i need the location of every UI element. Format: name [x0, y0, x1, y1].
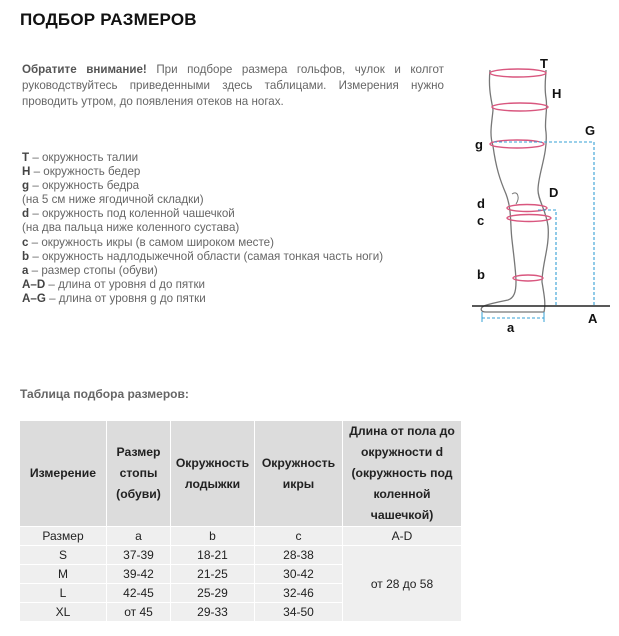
label-d: d	[477, 196, 485, 211]
label-a: a	[507, 320, 515, 335]
table-cell: b	[171, 527, 255, 546]
legend-line: A–D – длина от уровня d до пятки	[22, 277, 206, 291]
table-subheader-row	[20, 527, 462, 546]
table-cell: c	[255, 527, 343, 546]
label-T: T	[540, 56, 548, 71]
merged-length-cell: от 28 до 58	[343, 546, 462, 622]
notice-bold: Обратите внимание!	[22, 63, 147, 76]
header-calf: Окружность икры	[255, 421, 343, 527]
legend-line: a – размер стопы (обуви)	[22, 263, 158, 277]
knee-detail	[512, 193, 518, 204]
table-cell: 34-50	[255, 603, 343, 622]
dim-line-D	[538, 210, 556, 306]
notice-text: При подборе размера гольфов, чулок и колгот руководствуйтесь приведенными здесь таблицами. Измерения нужно проводить утром, до появления отеков на ногах.	[22, 63, 444, 108]
table-cell: 37-39	[107, 546, 171, 565]
ring-T	[490, 69, 546, 77]
table-title: Таблица подбора размеров:	[20, 387, 189, 401]
ring-g	[490, 140, 544, 148]
label-D: D	[549, 185, 559, 200]
table-cell: 18-21	[171, 546, 255, 565]
legend-line: (на два пальца ниже коленного сустава)	[22, 221, 240, 235]
ring-c	[507, 215, 551, 222]
table-cell: 42-45	[107, 584, 171, 603]
label-A: A	[588, 311, 598, 326]
table-cell: Размер	[20, 527, 107, 546]
table-cell: от 45	[107, 603, 171, 622]
table-cell: 25-29	[171, 584, 255, 603]
table-cell: L	[20, 584, 107, 603]
header-ankle: Окружность лодыжки	[171, 421, 255, 527]
header-foot-size: Размер стопы (обуви)	[107, 421, 171, 527]
label-g: g	[475, 137, 483, 152]
measurement-legend	[22, 151, 383, 306]
table-cell: 32-46	[255, 584, 343, 603]
table-cell: a	[107, 527, 171, 546]
leg-measurement-diagram	[466, 50, 616, 340]
label-H: H	[552, 86, 562, 101]
notice-paragraph	[22, 62, 444, 110]
table-cell: 30-42	[255, 565, 343, 584]
table-row	[20, 546, 462, 565]
legend-line: d – окружность под коленной чашечкой	[22, 207, 235, 221]
label-c: c	[477, 213, 485, 228]
ring-H	[492, 103, 548, 111]
size-table	[19, 420, 462, 622]
table-cell: S	[20, 546, 107, 565]
legend-line: b – окружность надлодыжечной области (самая тонкая часть ноги)	[22, 249, 384, 263]
ring-b	[513, 275, 543, 281]
legend-line: c – окружность икры (в самом широком месте)	[22, 235, 274, 249]
label-G: G	[585, 123, 596, 138]
legend-line: T – окружность талии	[22, 151, 139, 164]
table-cell: 29-33	[171, 603, 255, 622]
legend-line: (на 5 см ниже ягодичной складки)	[22, 193, 204, 207]
table-cell: M	[20, 565, 107, 584]
label-b: b	[477, 267, 485, 282]
legend-line: A–G – длина от уровня g до пятки	[22, 291, 206, 305]
page-title: ПОДБОР РАЗМЕРОВ	[20, 10, 197, 29]
table-cell: 28-38	[255, 546, 343, 565]
table-cell: 21-25	[171, 565, 255, 584]
table-cell: A-D	[343, 527, 462, 546]
table-header-row	[20, 421, 462, 527]
legend-line: H – окружность бедер	[22, 165, 141, 179]
header-measurement: Измерение	[20, 421, 107, 527]
table-cell: XL	[20, 603, 107, 622]
table-cell: 39-42	[107, 565, 171, 584]
header-length: Длина от пола до окружности d (окружность под коленной чашечкой)	[343, 421, 462, 527]
legend-line: g – окружность бедра	[22, 179, 140, 193]
dim-line-G	[494, 142, 594, 306]
